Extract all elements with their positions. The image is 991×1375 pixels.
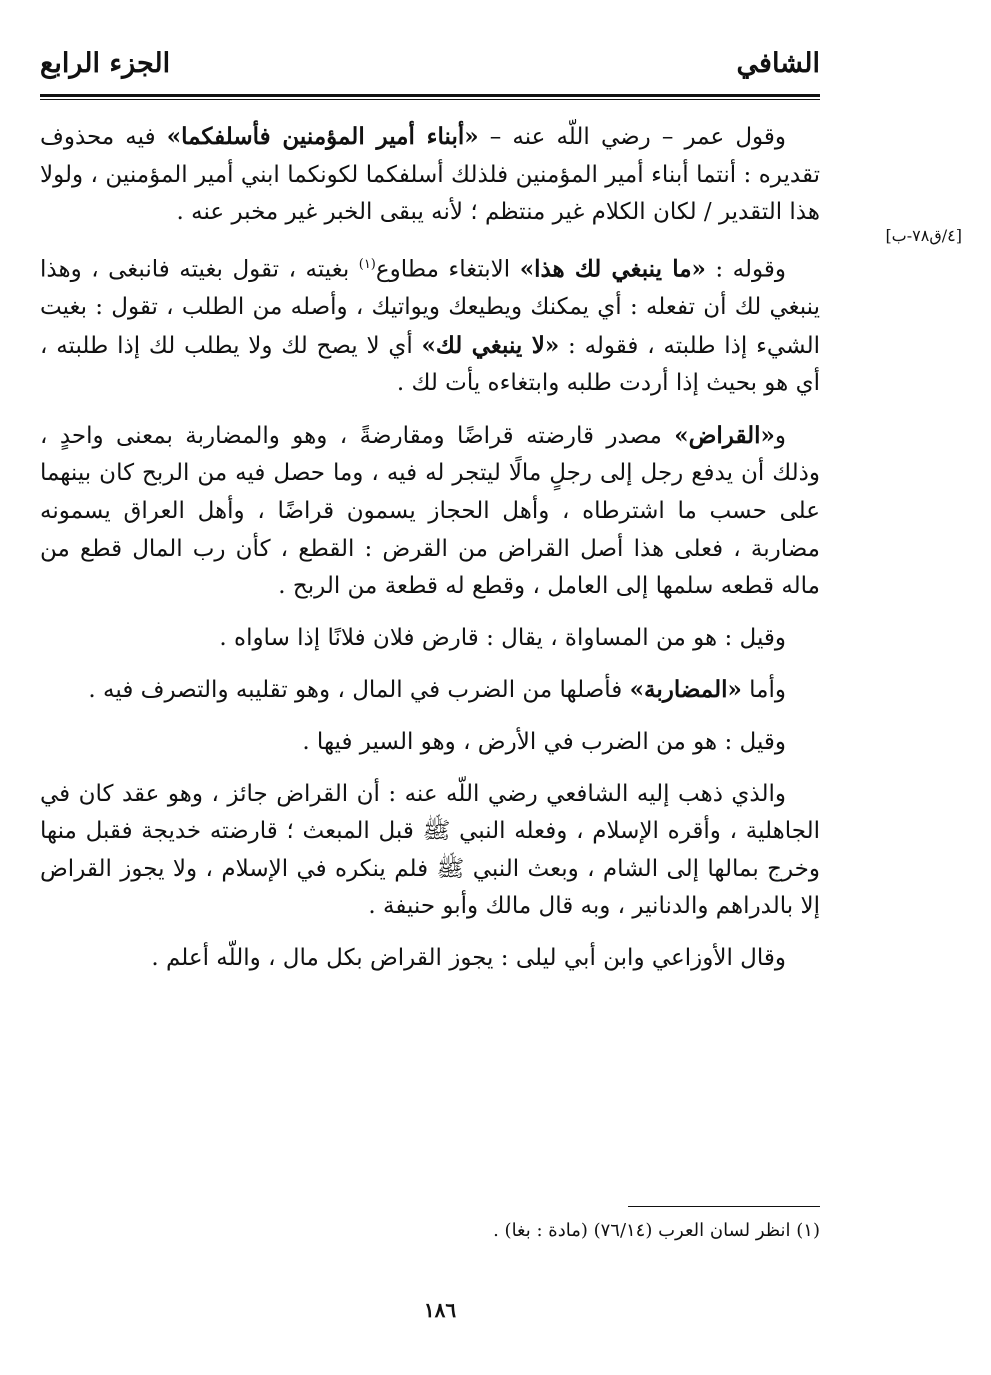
text-run: وقيل : هو من المساواة ، يقال : قارض فلان فلانًا إذا ساواه . <box>219 624 786 651</box>
footnote-marker: (١) <box>358 256 376 272</box>
quoted-term: «ما ينبغي لك هذا» <box>519 255 706 283</box>
header-rule <box>40 94 820 97</box>
part-label: الجزء الرابع <box>40 48 171 79</box>
text-run: وقيل : هو من الضرب في الأرض ، وهو السير فيها . <box>302 728 786 755</box>
paragraph-7 <box>40 776 820 926</box>
text-run: وقول عمر – رضي اللّه عنه – <box>478 124 787 150</box>
running-header <box>40 48 820 88</box>
paragraph-4 <box>40 620 820 658</box>
paragraph-5 <box>40 671 820 710</box>
text-run: بغيته ، تقول بغيته فانبغى ، وهذا ينبغي لك أن تفعله : أي يمكنك ويطيعك ويواتيك ، وأصله من الطلب ، تقول : بغيت الشيء إذا طلبته ، فقوله : <box>40 256 820 359</box>
paragraph-6 <box>40 724 820 762</box>
text-run: أي لا يصح لك ولا يطلب لك إذا طلبته ، أي هو بحيث إذا أردت طلبه وابتغاءه يأت لك . <box>40 332 820 397</box>
text-run: فيه محذوف تقديره : أنتما أبناء أمير المؤمنين فلذلك أسلفكما لكونكما ابني أمير المؤمنين ، ولولا هذا التقدير / لكان الكلام غير منتظم ؛ لأنه يبقى الخبر غير مخبر عنه . <box>40 124 820 226</box>
paragraph-2 <box>40 246 820 403</box>
paragraph-3 <box>40 417 820 606</box>
text-run: مصدر قارضته قراضًا ومقارضةً ، وهو والمضاربة بمعنى واحدٍ ، وذلك أن يدفع رجل إلى رجلٍ مالًا ليتجر له فيه ، وما حصل فيه من الربح كان بينهما على حسب ما اشترطاه ، وأهل الحجاز يسمون قراضًا ، وأهل العراق يسمونه مضاربة ، فعلى هذا أصل القراض من القرض : القطع ، كأن رب المال قطع من ماله قطعه سلمها إلى العامل ، وقطع له قطعة من الربح . <box>40 422 820 600</box>
text-run: وقال الأوزاعي وابن أبي ليلى : يجوز القراض بكل مال ، واللّه أعلم . <box>151 944 786 971</box>
quoted-term: «المضاربة» <box>629 676 742 704</box>
text-run: و <box>774 422 786 449</box>
text-run: وأما <box>741 677 786 704</box>
paragraph-8 <box>40 940 820 978</box>
book-title: الشافي <box>736 48 820 79</box>
main-text <box>40 118 820 992</box>
quoted-term: «القراض» <box>674 421 775 449</box>
footnote-separator <box>628 1206 820 1207</box>
text-run: الابتغاء مطاوع <box>375 256 520 283</box>
footnote: (١) انظر لسان العرب (٧٦/١٤) (مادة : بغا) . <box>493 1220 820 1241</box>
quoted-term: «لا ينبغي لك» <box>421 331 560 359</box>
quoted-term: «أبناء أمير المؤمنين فأسلفكما» <box>166 123 479 150</box>
page-number: ١٨٦ <box>423 1298 457 1322</box>
text-run: فأصلها من الضرب في المال ، وهو تقليبه والتصرف فيه . <box>88 677 630 704</box>
text-run: والذي ذهب إليه الشافعي رضي اللّه عنه : أن القراض جائز ، وهو عقد كان في الجاهلية ، وأقره الإسلام ، وفعله النبي ﷺ قبل المبعث ؛ قارضته خديجة فقبل منها وخرج بمالها إلى الشام ، وبعث النبي ﷺ فلم ينكره في الإسلام ، ولا يجوز القراض إلا بالدراهم والدنانير ، وبه قال مالك وأبو حنيفة . <box>40 780 821 920</box>
paragraph-1 <box>40 118 820 232</box>
manuscript-folio-note: [٤/ق٧٨-ب] <box>885 226 962 245</box>
header-rule-thin <box>40 99 820 100</box>
text-run: وقوله : <box>705 256 786 283</box>
